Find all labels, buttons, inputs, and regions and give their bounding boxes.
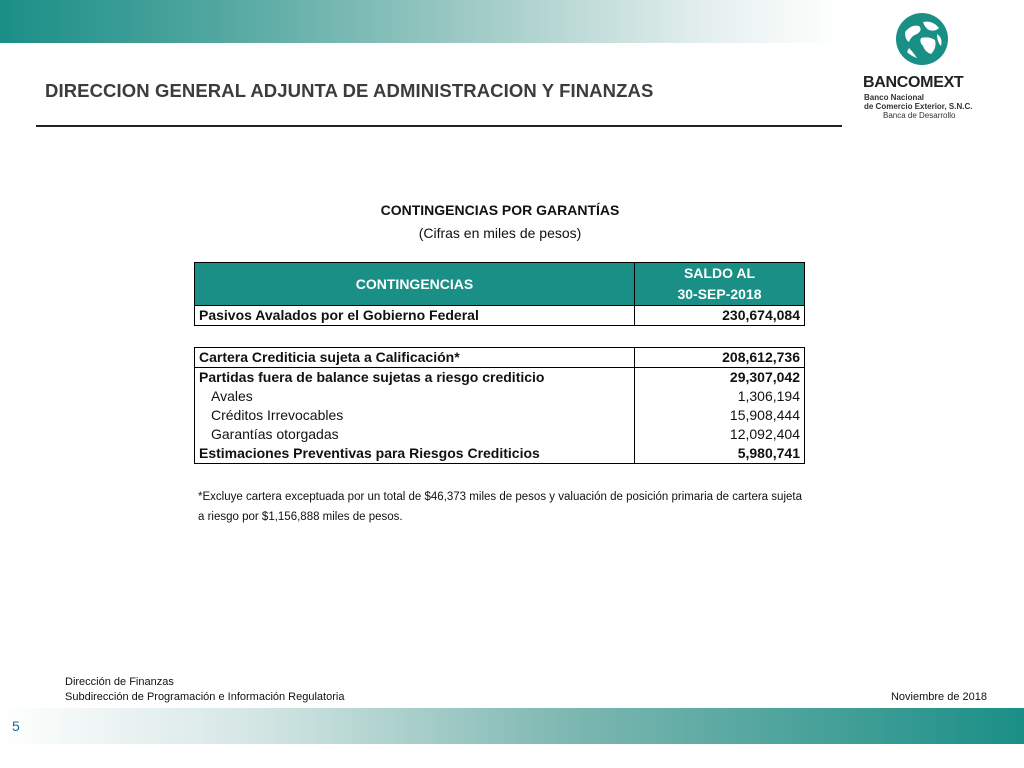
- document-subtitle: (Cifras en miles de pesos): [418, 225, 582, 241]
- table-row: [195, 425, 805, 444]
- bancomext-logo: [858, 12, 1008, 122]
- row-value: 1,306,194: [635, 387, 805, 406]
- logo-line-2: de Comercio Exterior, S.N.C.: [864, 102, 973, 111]
- column-header-saldo-line2: 30-SEP-2018: [635, 284, 805, 306]
- contingencies-detail-table: [194, 347, 805, 464]
- table-row: [195, 406, 805, 425]
- logo-name: BANCOMEXT: [863, 74, 964, 91]
- row-label: Créditos Irrevocables: [195, 406, 635, 425]
- row-label: Garantías otorgadas: [195, 425, 635, 444]
- row-label: Estimaciones Preventivas para Riesgos Crediticios: [195, 444, 635, 464]
- table-row: [195, 387, 805, 406]
- row-value: 208,612,736: [635, 348, 805, 368]
- column-header-contingencias: CONTINGENCIAS: [195, 263, 635, 306]
- row-label: Pasivos Avalados por el Gobierno Federal: [195, 306, 635, 326]
- row-label: Cartera Crediticia sujeta a Calificación*: [195, 348, 635, 368]
- footnote: *Excluye cartera exceptuada por un total de $46,373 miles de pesos y valuación de posición primaria de cartera sujeta a riesgo por $1,156,888 miles de pesos.: [198, 491, 802, 523]
- logo-line-1: Banco Nacional: [864, 93, 925, 102]
- logo-line-3: Banca de Desarrollo: [883, 111, 956, 120]
- table-row: [195, 368, 805, 388]
- table-row: [195, 348, 805, 368]
- row-value: 29,307,042: [635, 368, 805, 388]
- table-row: [195, 444, 805, 464]
- row-value: 12,092,404: [635, 425, 805, 444]
- footer-date: Noviembre de 2018: [890, 691, 987, 703]
- page-title: DIRECCION GENERAL ADJUNTA DE ADMINISTRACION Y FINANZAS: [45, 80, 654, 101]
- document-title: CONTINGENCIAS POR GARANTÍAS: [380, 202, 620, 218]
- table-row: [195, 306, 805, 326]
- header-divider: [36, 125, 842, 127]
- bottom-decorative-bar: [0, 708, 1024, 744]
- page-number: 5: [12, 718, 20, 734]
- row-value: 15,908,444: [635, 406, 805, 425]
- row-label: Partidas fuera de balance sujetas a riesgo crediticio: [195, 368, 635, 388]
- contingencies-header-table: [194, 262, 805, 326]
- globe-icon: [895, 12, 949, 66]
- footer-department: Dirección de Finanzas: [65, 676, 174, 688]
- row-value: 230,674,084: [635, 306, 805, 326]
- column-header-saldo-line1: SALDO AL: [635, 263, 805, 285]
- footer-subdepartment: Subdirección de Programación e Información Regulatoria: [65, 691, 345, 703]
- top-decorative-bar: [0, 0, 840, 43]
- row-value: 5,980,741: [635, 444, 805, 464]
- row-label: Avales: [195, 387, 635, 406]
